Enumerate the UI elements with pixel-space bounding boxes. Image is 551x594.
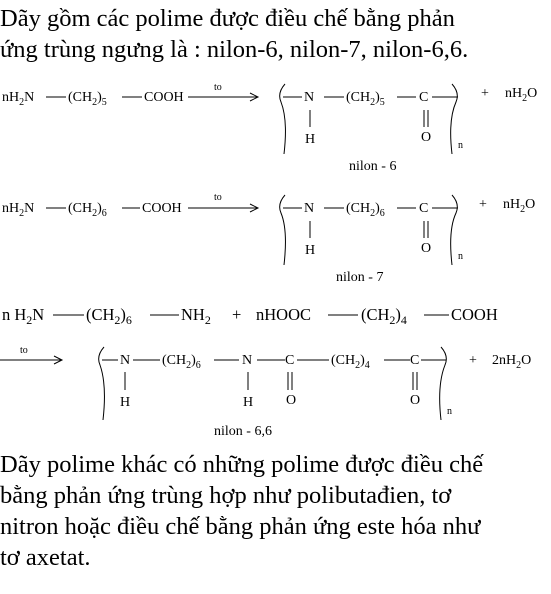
r3-diamine: n $H_2N$ <box>2 305 45 327</box>
r1-p-n: N <box>304 90 315 105</box>
r1-water: $nH_2O$ <box>505 86 538 104</box>
outro-line-1: Dãy polime khác có những polime được điều chế <box>0 451 484 478</box>
r3-p-c2: C <box>410 353 420 368</box>
r2-repeat-n: n <box>458 251 463 262</box>
r3-diacid: nHOOC <box>256 305 312 324</box>
r2-cooh: COOH <box>142 201 182 216</box>
r2-arrow-label: to <box>214 192 222 203</box>
intro-line-1: Dãy gồm các polime được điều chế bằng phản <box>0 5 455 32</box>
r2-p-n: N <box>304 201 315 216</box>
r1-caption: nilon - 6 <box>349 159 397 174</box>
r3-p-h2: H <box>243 395 254 410</box>
r3-caption: nilon - 6,6 <box>214 424 272 439</box>
r3-plus-2: + <box>469 353 477 368</box>
r1-p-c: C <box>419 90 429 105</box>
r3-p-o1: O <box>286 393 297 408</box>
r2-p-o: O <box>421 241 432 256</box>
r1-p-h: H <box>305 132 316 147</box>
outro-paragraph <box>0 449 551 573</box>
r1-ch2-group: $(CH_2)_5$ <box>68 90 107 108</box>
outro-line-3: nitron hoặc điều chế bằng phản ứng este hóa như <box>0 513 481 540</box>
outro-line-4: tơ axetat. <box>0 544 91 571</box>
r1-reactant: $nH_2N$ <box>2 90 35 108</box>
r3-p-n2: N <box>242 353 253 368</box>
r1-arrow-label: to <box>214 82 222 93</box>
r3-arrow-label: to <box>20 345 28 356</box>
r3-p-ch2-4: $(CH_2)_4$ <box>331 353 370 371</box>
r3-p-n1: N <box>120 353 131 368</box>
r2-p-c: C <box>419 201 429 216</box>
intro-line-2: ứng trùng ngưng là : nilon-6, nilon-7, nilon-6,6. <box>0 36 469 63</box>
r2-ch2-group: $(CH_2)_6$ <box>68 201 107 219</box>
r2-reactant: $nH_2N$ <box>2 201 35 219</box>
outro-line-2: bằng phản ứng trùng hợp như polibutađien, tơ <box>0 482 452 509</box>
r2-water: $nH_2O$ <box>503 197 536 215</box>
r2-plus: + <box>479 197 487 212</box>
r3-ch2-6: $(CH_2)_6$ <box>86 305 132 327</box>
r3-p-h1: H <box>120 395 131 410</box>
r2-p-ch2: $(CH_2)_6$ <box>346 201 385 219</box>
r3-cooh: COOH <box>451 305 498 324</box>
r1-cooh: COOH <box>144 90 184 105</box>
r3-p-o2: O <box>410 393 421 408</box>
r3-nh2: $NH_2$ <box>181 305 211 327</box>
r3-ch2-4: $(CH_2)_4$ <box>361 305 407 327</box>
r1-plus: + <box>481 86 489 101</box>
r1-repeat-n: n <box>458 140 463 151</box>
r3-p-ch2-6: $(CH_2)_6$ <box>162 353 201 371</box>
r3-plus-1: + <box>232 305 242 324</box>
r3-repeat-n: n <box>447 406 452 417</box>
r3-p-c1: C <box>285 353 295 368</box>
r2-p-h: H <box>305 243 316 258</box>
r1-p-o: O <box>421 130 432 145</box>
r1-p-ch2: $(CH_2)_5$ <box>346 90 385 108</box>
r2-caption: nilon - 7 <box>336 270 384 285</box>
r3-water: $2nH_2O$ <box>492 353 532 371</box>
